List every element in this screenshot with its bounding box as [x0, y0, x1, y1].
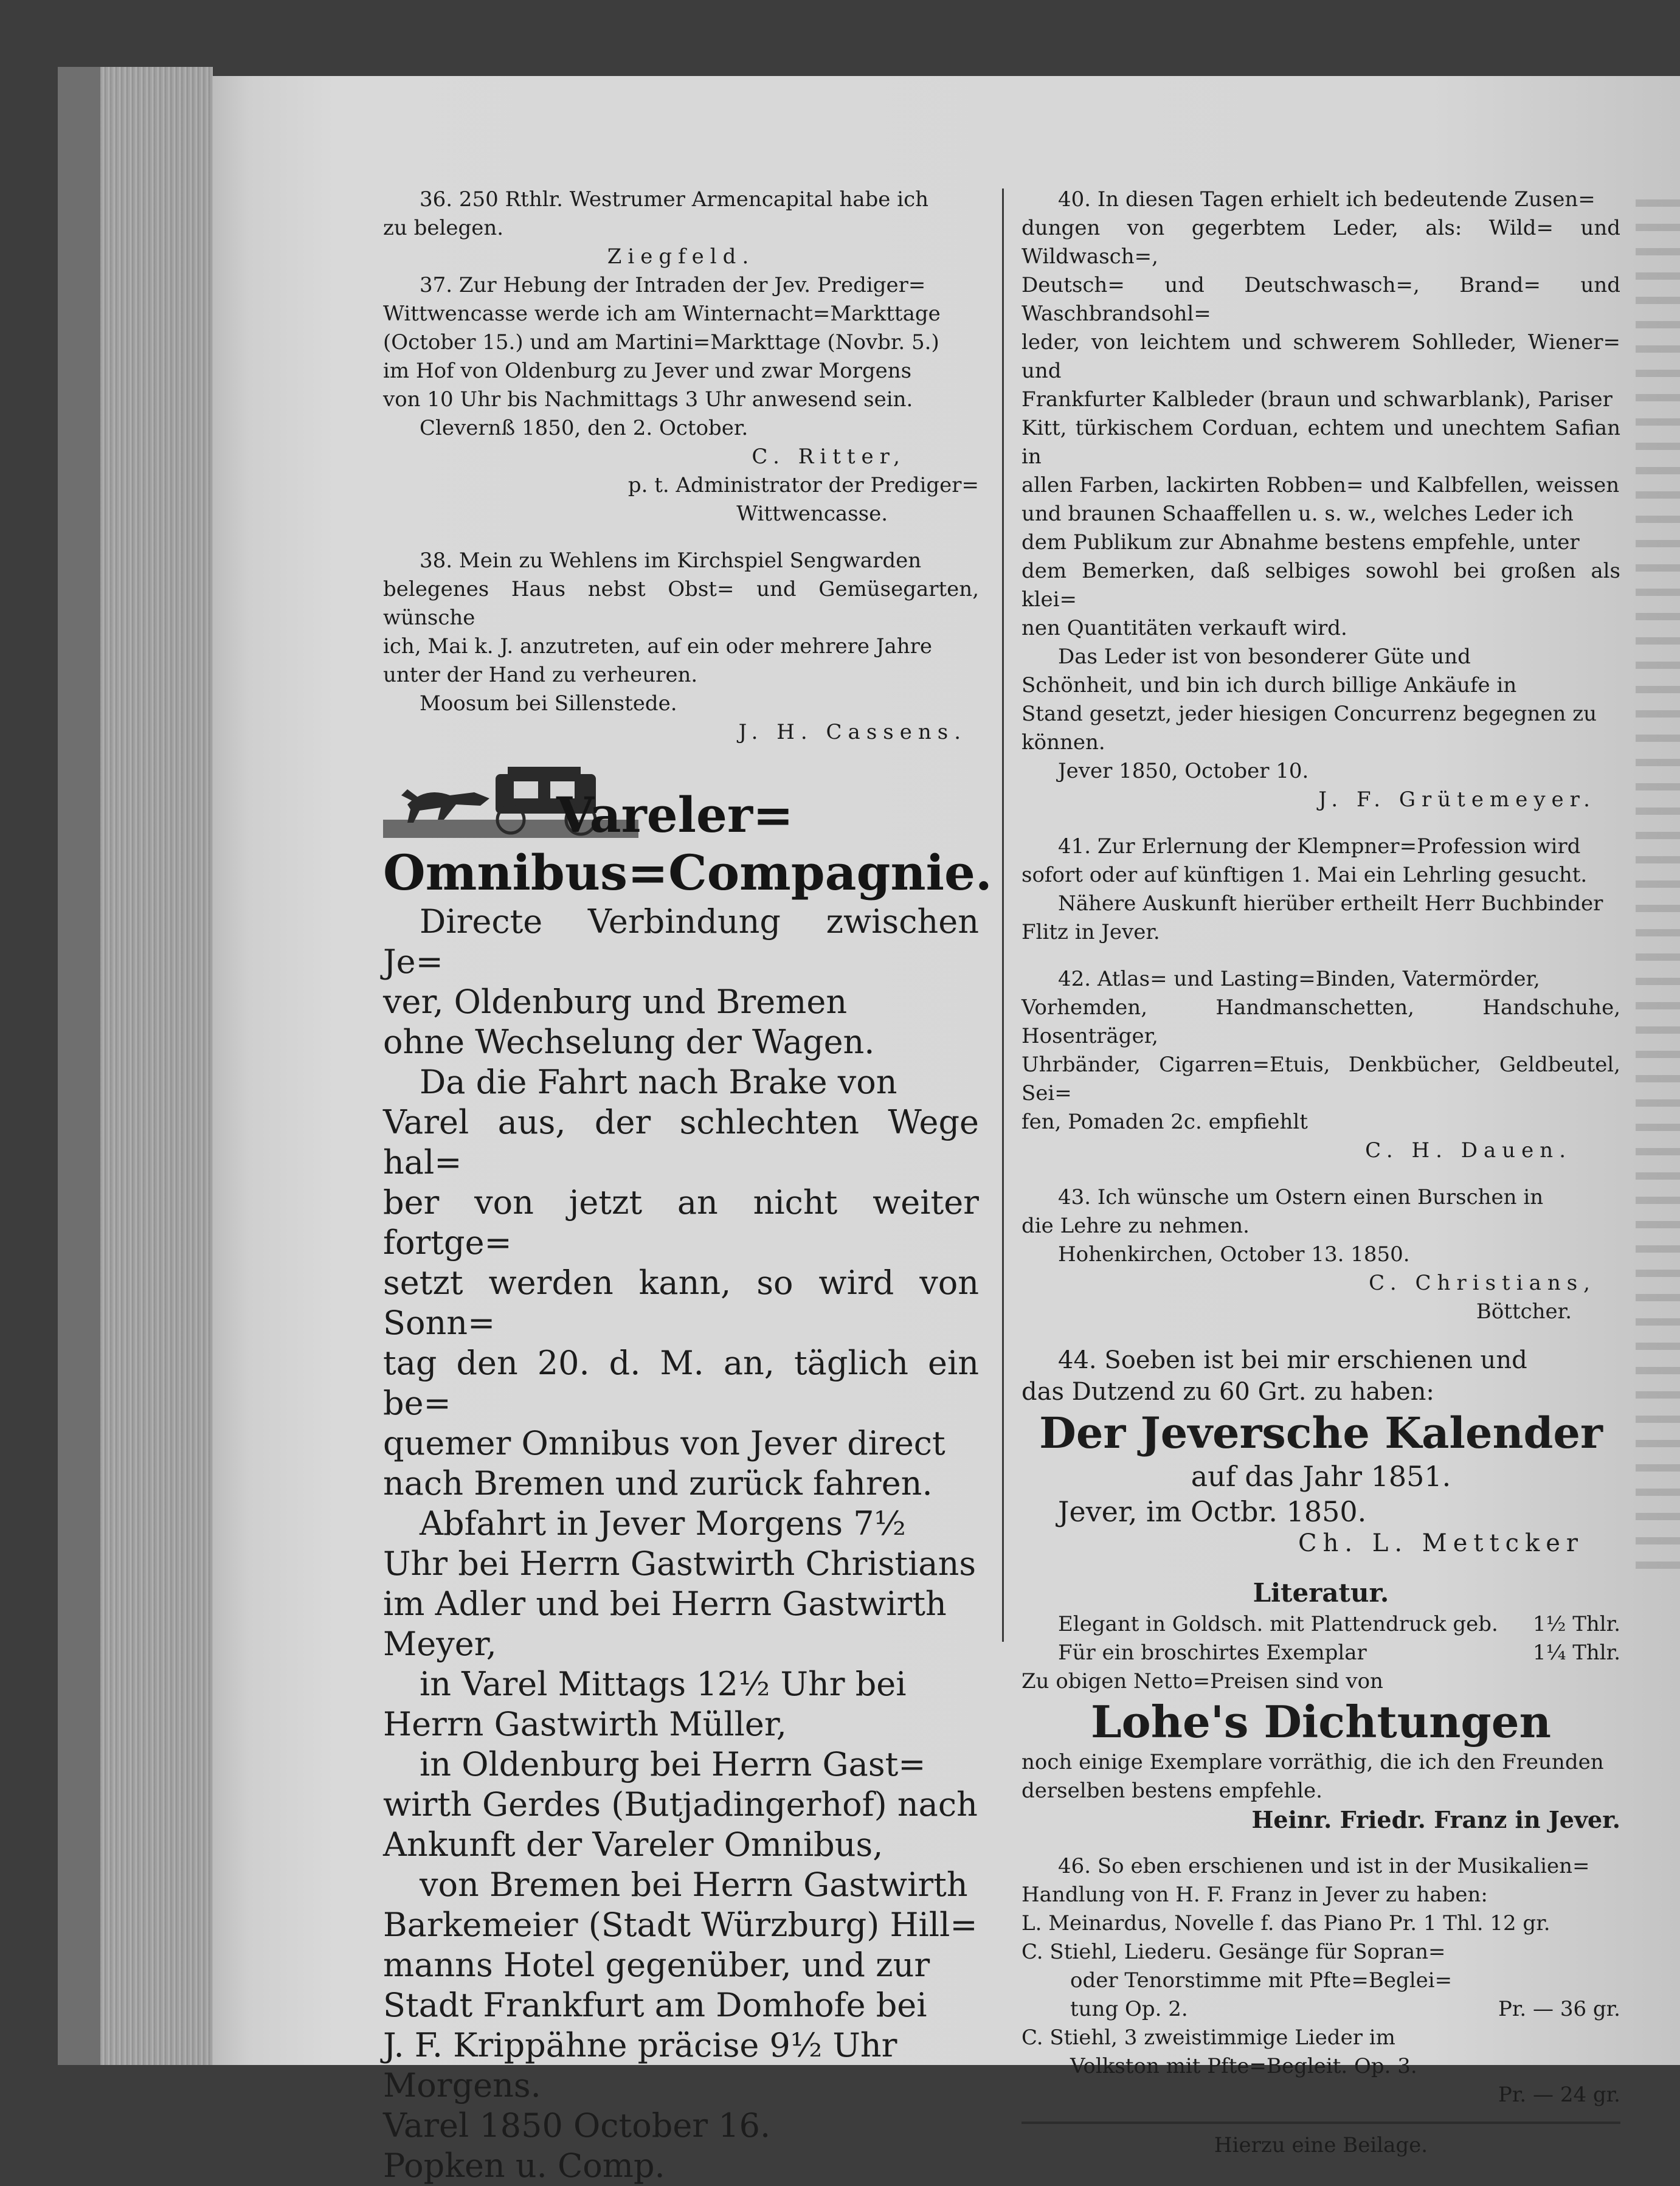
notice-41	[1021, 832, 1620, 947]
notice-36-signature: Ziegfeld.	[607, 244, 755, 269]
notice-43-line: Hohenkirchen, October 13. 1850.	[1058, 1242, 1410, 1267]
notice-40-signature: J. F. Grütemeyer.	[1318, 787, 1596, 812]
notice-40-line: 40. In diesen Tagen erhielt ich bedeutende Zusen=	[1058, 187, 1595, 212]
notice-42-signature: C. H. Dauen.	[1365, 1138, 1572, 1163]
notice-37-signature: C. Ritter,	[752, 444, 906, 469]
price-value: 1¼ Thlr.	[1532, 1641, 1620, 1665]
notice-40-line: dem Bemerken, daß selbiges sowohl bei großen als klei=	[1021, 559, 1620, 612]
calendar-title: Der Jeversche Kalender	[1039, 1408, 1603, 1458]
omnibus-line: Abfahrt in Jever Morgens 7½	[420, 1504, 906, 1543]
notice-38-line: unter der Hand zu verheuren.	[383, 663, 698, 687]
omnibus-line: im Adler und bei Herrn Gastwirth	[383, 1585, 947, 1623]
notice-37-line: von 10 Uhr bis Nachmittags 3 Uhr anwesend sein.	[383, 387, 913, 412]
notice-43	[1021, 1183, 1620, 1269]
notice-43-role: Böttcher.	[1476, 1299, 1572, 1324]
notice-40-line: nen Quantitäten verkauft wird.	[1021, 616, 1347, 640]
notice-38-line: 38. Mein zu Wehlens im Kirchspiel Sengwarden	[420, 548, 922, 573]
omnibus-line: manns Hotel gegenüber, und zur	[383, 1946, 930, 1984]
literature-heading: Literatur.	[1253, 1578, 1389, 1608]
price-value: Pr. — 36 gr.	[1498, 1997, 1620, 2021]
omnibus-line: nach Bremen und zurück fahren.	[383, 1464, 933, 1503]
price-row	[1021, 1639, 1620, 1667]
calendar-place-date: Jever, im Octbr. 1850.	[1058, 1495, 1367, 1528]
literature-line: Zu obigen Netto=Preisen sind von	[1021, 1669, 1383, 1693]
notice-46-line: C. Stiehl, Liederu. Gesänge für Sopran=	[1021, 1940, 1446, 1964]
omnibus-line: Barkemeier (Stadt Würzburg) Hill=	[383, 1906, 978, 1944]
omnibus-line: in Varel Mittags 12½ Uhr bei	[420, 1665, 907, 1703]
omnibus-line: Ankunft der Vareler Omnibus,	[383, 1825, 883, 1864]
literature-advert	[1021, 1576, 1620, 1834]
notice-42-line: 42. Atlas= und Lasting=Binden, Vatermörder,	[1058, 967, 1540, 991]
notice-38-signature: J. H. Cassens.	[738, 720, 967, 744]
omnibus-line: tag den 20. d. M. an, täglich ein be=	[383, 1344, 979, 1422]
omnibus-line: Uhr bei Herrn Gastwirth Christians	[383, 1544, 977, 1583]
notice-46-line: 46. So eben erschienen und ist in der Musikalien=	[1058, 1854, 1590, 1878]
notice-43-signature: C. Christians,	[1369, 1271, 1596, 1295]
notice-37-role: p. t. Administrator der Prediger=	[627, 473, 979, 497]
omnibus-line: von Bremen bei Herrn Gastwirth	[420, 1866, 968, 1904]
notice-40-line: Kitt, türkischem Corduan, echtem und unechtem Safian in	[1021, 416, 1620, 469]
omnibus-line: in Oldenburg bei Herrn Gast=	[420, 1745, 926, 1783]
notice-46-line: Volkston mit Pfte=Begleit. Op. 3.	[1070, 2054, 1417, 2078]
book-cover-edge	[58, 67, 100, 2065]
calendar-signature: Ch. L. Mettcker	[1298, 1529, 1584, 1557]
lohe-title: Lohe's Dichtungen	[1091, 1696, 1551, 1748]
notice-46-line: L. Meinardus, Novelle f. das Piano Pr. 1 Thl. 12 gr.	[1021, 1911, 1550, 1935]
notice-42-line: Uhrbänder, Cigarren=Etuis, Denkbücher, Geldbeutel, Sei=	[1021, 1053, 1620, 1105]
omnibus-body	[383, 902, 979, 2186]
omnibus-signature: Popken u. Comp.	[383, 2146, 665, 2185]
notice-40-line: Stand gesetzt, jeder hiesigen Concurrenz begegnen zu	[1021, 702, 1597, 726]
lohe-signature: Heinr. Friedr. Franz in Jever.	[1251, 1806, 1620, 1833]
price-value: 1½ Thlr.	[1532, 1612, 1620, 1636]
bleed-through-text	[1636, 182, 1680, 1581]
notice-40-line: können.	[1021, 730, 1105, 755]
notice-40-line: Frankfurter Kalbleder (braun und schwarblank), Pariser	[1021, 387, 1613, 412]
notice-41-line: Flitz in Jever.	[1021, 920, 1160, 944]
notice-46	[1021, 1852, 1620, 2109]
right-column	[1021, 185, 1620, 2160]
notice-37-line: im Hof von Oldenburg zu Jever und zwar Morgens	[383, 359, 912, 383]
notice-46-line: C. Stiehl, 3 zweistimmige Lieder im	[1021, 2025, 1395, 2050]
omnibus-line: setzt werden kann, so wird von Sonn=	[383, 1264, 979, 1342]
notice-38	[383, 547, 979, 718]
notice-37-line: (October 15.) und am Martini=Markttage (Novbr. 5.)	[383, 330, 939, 355]
notice-46-line: Handlung von H. F. Franz in Jever zu haben:	[1021, 1883, 1488, 1907]
omnibus-line: Stadt Frankfurt am Domhofe bei	[383, 1986, 927, 2024]
notice-40-line: Schönheit, und bin ich durch billige Ankäufe in	[1021, 673, 1517, 697]
notice-43-line: die Lehre zu nehmen.	[1021, 1214, 1250, 1238]
notice-38-line: ich, Mai k. J. anzutreten, auf ein oder mehrere Jahre	[383, 634, 932, 659]
notice-44-line: 44. Soeben ist bei mir erschienen und	[1058, 1346, 1527, 1374]
notice-37-line: Clevernß 1850, den 2. October.	[420, 416, 748, 440]
omnibus-line: Da die Fahrt nach Brake von	[420, 1063, 897, 1101]
lohe-line: derselben bestens empfehle.	[1021, 1779, 1322, 1803]
omnibus-line: quemer Omnibus von Jever direct	[383, 1424, 945, 1462]
notice-37	[383, 271, 979, 443]
notice-41-line: sofort oder auf künftigen 1. Mai ein Lehrling gesucht.	[1021, 863, 1588, 887]
omnibus-line: Herrn Gastwirth Müller,	[383, 1705, 787, 1743]
notice-40-line: Jever 1850, October 10.	[1058, 759, 1309, 783]
notice-37-role: Wittwencasse.	[736, 502, 888, 526]
notice-40-line: Das Leder ist von besonderer Güte und	[1058, 645, 1471, 669]
price-value: Pr. — 24 gr.	[1498, 2083, 1620, 2107]
notice-46-line: oder Tenorstimme mit Pfte=Beglei=	[1070, 1968, 1453, 1993]
omnibus-line: Meyer,	[383, 1625, 497, 1663]
omnibus-line: ver, Oldenburg und Bremen	[383, 983, 848, 1021]
omnibus-line: J. F. Krippähne präcise 9½ Uhr	[383, 2026, 897, 2064]
calendar-subtitle: auf das Jahr 1851.	[1191, 1460, 1451, 1493]
notice-37-line: Wittwencasse werde ich am Winternacht=Markttage	[383, 302, 941, 326]
notice-41-line: 41. Zur Erlernung der Klempner=Profession wird	[1058, 834, 1581, 859]
notice-38-line: belegenes Haus nebst Obst= und Gemüsegarten, wünsche	[383, 577, 979, 630]
omnibus-line: Morgens.	[383, 2066, 541, 2105]
omnibus-line: wirth Gerdes (Butjadingerhof) nach	[383, 1785, 978, 1824]
notice-43-line: 43. Ich wünsche um Ostern einen Burschen in	[1058, 1185, 1544, 1209]
price-label: Elegant in Goldsch. mit Plattendruck geb.	[1058, 1612, 1498, 1636]
notice-40-line: dem Publikum zur Abnahme bestens empfehle, unter	[1021, 530, 1580, 555]
notice-37-line: 37. Zur Hebung der Intraden der Jev. Prediger=	[420, 273, 926, 297]
price-row	[1021, 1610, 1620, 1639]
notice-38-line: Moosum bei Sillenstede.	[420, 691, 677, 716]
notice-41-line: Nähere Auskunft hierüber ertheilt Herr Buchbinder	[1058, 891, 1603, 916]
notice-40-line: leder, von leichtem und schwerem Sohlleder, Wiener= und	[1021, 330, 1620, 383]
closing-rule	[1021, 2122, 1620, 2124]
omnibus-date: Varel 1850 October 16.	[383, 2106, 771, 2145]
supplement-note: Hierzu eine Beilage.	[1214, 2133, 1428, 2157]
notice-44	[1021, 1344, 1620, 1558]
notice-40-line: und braunen Schaaffellen u. s. w., welches Leder ich	[1021, 502, 1574, 526]
omnibus-title-line1: Vareler=	[556, 786, 794, 843]
notice-40-line: allen Farben, lackirten Robben= und Kalbfellen, weissen	[1021, 473, 1620, 497]
omnibus-title-line2: Omnibus=Compagnie.	[383, 844, 992, 901]
notice-40-line: dungen von gegerbtem Leder, als: Wild= und Wildwasch=,	[1021, 216, 1620, 269]
notice-42	[1021, 965, 1620, 1136]
price-label: Für ein broschirtes Exemplar	[1058, 1641, 1367, 1665]
notice-42-line: fen, Pomaden 2c. empfiehlt	[1021, 1110, 1308, 1134]
left-column	[383, 185, 992, 2186]
column-divider	[1002, 189, 1004, 1642]
omnibus-line: ohne Wechselung der Wagen.	[383, 1023, 875, 1061]
price-label: tung Op. 2.	[1070, 1997, 1188, 2021]
omnibus-advert-header	[383, 762, 979, 844]
price-row	[1021, 1995, 1620, 2024]
notice-40	[1021, 185, 1620, 786]
lohe-line: noch einige Exemplare vorräthig, die ich den Freunden	[1021, 1750, 1604, 1774]
omnibus-line: ber von jetzt an nicht weiter fortge=	[383, 1183, 979, 1262]
omnibus-line: Directe Verbindung zwischen Je=	[383, 902, 979, 981]
notice-44-line: das Dutzend zu 60 Grt. zu haben:	[1021, 1378, 1434, 1406]
notice-40-line: Deutsch= und Deutschwasch=, Brand= und Waschbrandsohl=	[1021, 273, 1620, 326]
omnibus-line: Varel aus, der schlechten Wege hal=	[383, 1103, 979, 1181]
notice-36-line: 36. 250 Rthlr. Westrumer Armencapital habe ich	[420, 187, 929, 212]
notice-36-line: zu belegen.	[383, 216, 504, 240]
notice-42-line: Vorhemden, Handmanschetten, Handschuhe, Hosenträger,	[1021, 995, 1620, 1048]
